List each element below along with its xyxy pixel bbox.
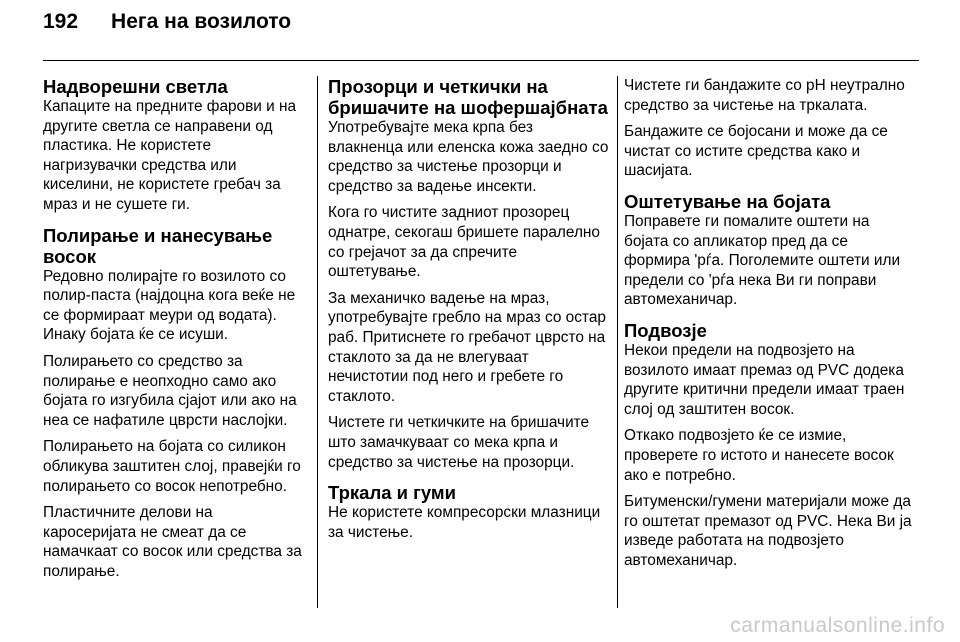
section-heading: Надворешни светла bbox=[43, 76, 228, 97]
paragraph: Кога го чистите задниот прозорец однатре, секогаш бришете паралелно со грејачот за да спречите оштетување. bbox=[328, 204, 600, 281]
paragraph: Редовно полирајте го возилото со полир-паста (најдоцна кога веќе не се формираат меури од водата). Инаку бојата ќе се исуши. bbox=[43, 267, 296, 344]
section-wheels-continued bbox=[624, 76, 914, 181]
page-number: 192 bbox=[43, 10, 79, 33]
section-heading: Подвозје bbox=[624, 319, 707, 341]
section-paint-damage bbox=[624, 191, 914, 310]
column-1 bbox=[43, 76, 305, 588]
paragraph: Поправете ги помалите оштети на бојата со апликатор пред да се формира 'рѓа. Поголемите оштети или предели со 'рѓа нека Ви ги поправи автомеханичар. bbox=[624, 212, 901, 309]
column-2 bbox=[328, 76, 609, 549]
section-exterior-lights bbox=[43, 76, 305, 215]
section-heading: Полирање и нанесување восок bbox=[43, 224, 273, 267]
paragraph: За механичко вадење на мраз, употребувајте гребло на мраз со остар раб. Притиснете го гребачот цврсто на стаклото за да не влегуваат нечистотии под него и гребете го стаклото. bbox=[328, 289, 606, 405]
column-3 bbox=[624, 76, 914, 577]
header-rule bbox=[43, 60, 919, 61]
section-heading: Оштетување на бојата bbox=[624, 190, 831, 212]
column-divider-2 bbox=[617, 76, 618, 608]
paragraph: Не користете компресорски млазници за чистење. bbox=[328, 504, 601, 541]
paragraph: Полирањето со средство за полирање е неопходно само ако бојата го изгубила сјајот или ако на неа се нафатиле цврсти наслојки. bbox=[43, 352, 297, 429]
paragraph: Чистете ги четкичките на бришачите што замачкуваат со мека крпа и средство за чистење на прозорци. bbox=[328, 414, 590, 471]
column-divider-1 bbox=[317, 76, 318, 608]
page-header bbox=[43, 10, 291, 50]
watermark: carmanualsonline.info bbox=[730, 614, 945, 637]
section-wheels-tyres bbox=[328, 482, 609, 542]
paragraph: Некои предели на подвозјето на возилото имаат премаз од PVC додека другите критични предели имаат траен слој од заштитен восок. bbox=[624, 341, 905, 418]
paragraph: Пластичните делови на каросеријата не смеат да се намачкаат со восок или средства за полирање. bbox=[43, 504, 302, 580]
paragraph: Чистете ги бандажите со pH неутрално средство за чистење на тркалата. bbox=[624, 77, 905, 114]
paragraph: Полирањето на бојата со силикон обликува заштитен слој, правејќи го полирањето со восок непотребно. bbox=[43, 438, 301, 495]
paragraph: Употребувајте мека крпа без влакненца или еленска кожа заедно со средство за чистење прозорци и средство за вадење инсекти. bbox=[328, 119, 609, 195]
section-polishing-waxing bbox=[43, 225, 305, 582]
paragraph: Капаците на предните фарови и на другите светла се направени од пластика. Не користете нагризувачки средства или киселини, не користете гребач за мраз и не сушете ги. bbox=[43, 98, 297, 213]
section-heading: Прозорци и четкички на бришачите на шофершајбната bbox=[328, 76, 608, 118]
paragraph: Бандажите се бојосани и може да се чистат со истите средства како и шасијата. bbox=[624, 123, 888, 180]
section-heading: Тркала и гуми bbox=[328, 482, 456, 504]
section-underbody bbox=[624, 320, 914, 571]
page-title: Нега на возилото bbox=[111, 10, 292, 33]
paragraph: Битуменски/гумени материјали може да го оштетат премазот од PVC. Нека Ви ја изведе работата на подвозјето автомеханичар. bbox=[624, 493, 912, 569]
section-windows-wipers bbox=[328, 76, 609, 472]
paragraph: Откако подвозјето ќе се измие, проверете го истото и нанесете восок ако е потребно. bbox=[624, 427, 894, 484]
